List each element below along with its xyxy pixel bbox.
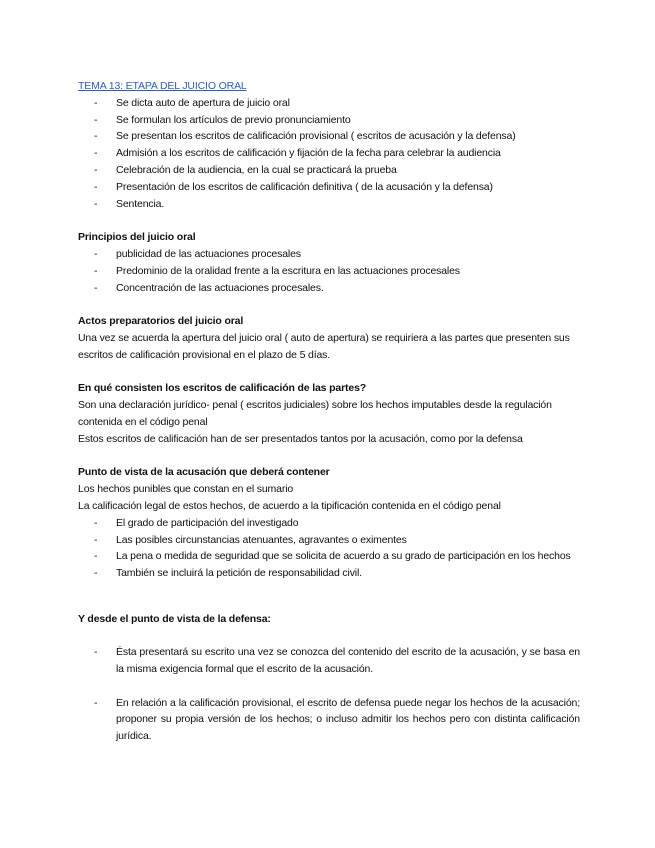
dash-bullet: -: [94, 550, 98, 563]
dash-bullet: -: [94, 197, 98, 210]
list-item: - Predominio de la oralidad frente a la escritura en las actuaciones procesales: [78, 263, 580, 280]
spacer: [78, 296, 580, 313]
principios-list: [78, 246, 580, 296]
escritos-paragraph-2: Estos escritos de calificación han de ser presentados tantos por la acusación, como por la defensa: [78, 432, 523, 445]
principios-heading: Principios del juicio oral: [78, 231, 196, 244]
dash-bullet: -: [94, 533, 98, 546]
document-page: [78, 78, 580, 745]
dash-bullet: -: [94, 281, 98, 294]
spacer: [78, 599, 580, 611]
dash-bullet: -: [94, 247, 98, 260]
list-item: - Presentación de los escritos de calificación definitiva ( de la acusación y la defensa): [78, 179, 580, 196]
list-item: - Concentración de las actuaciones procesales.: [78, 280, 580, 297]
document-title: TEMA 13: ETAPA DEL JUICIO ORAL: [78, 80, 247, 92]
acusacion-line-1: Los hechos punibles que constan en el sumario: [78, 483, 294, 496]
defensa-heading: Y desde el punto de vista de la defensa:: [78, 612, 271, 625]
list-item: - Ésta presentará su escrito una vez se conozca del contenido del escrito de la acusación, y se basa en la misma exigencia formal que el escrito de la acusación.: [94, 646, 580, 676]
dash-bullet: -: [94, 696, 98, 709]
acusacion-heading: Punto de vista de la acusación que deberá contener: [78, 466, 330, 479]
dash-bullet: -: [94, 113, 98, 126]
dash-bullet: -: [94, 180, 98, 193]
dash-bullet: -: [94, 163, 98, 176]
actos-paragraph: Una vez se acuerda la apertura del juicio oral ( auto de apertura) se requiriera a las partes que presenten sus escritos de calificación provisional en el plazo de 5 días.: [78, 331, 570, 361]
list-item: - publicidad de las actuaciones procesales: [78, 246, 580, 263]
dash-bullet: -: [94, 516, 98, 529]
list-item: - Se dicta auto de apertura de juicio oral: [78, 95, 580, 112]
spacer: [78, 448, 580, 465]
list-item: - Sentencia.: [78, 196, 580, 213]
spacer: [78, 678, 580, 695]
defensa-list-1: [78, 644, 580, 678]
dash-bullet: -: [94, 96, 98, 109]
acusacion-line-2: La calificación legal de estos hechos, de acuerdo a la tipificación contenida en el código penal: [78, 499, 501, 512]
intro-list: [78, 95, 580, 213]
list-item: - Se presentan los escritos de calificación provisional ( escritos de acusación y la defensa): [78, 128, 580, 145]
spacer: [78, 582, 580, 599]
list-item: - En relación a la calificación provisional, el escrito de defensa puede negar los hechos de la acusación; proponer su propia versión de los hechos; o incluso admitir los hechos pero con distinta calificación jurídica.: [94, 696, 580, 743]
spacer: [78, 212, 580, 229]
list-item: - Admisión a los escritos de calificación y fijación de la fecha para celebrar la audiencia: [78, 145, 580, 162]
defensa-list-2: [78, 695, 580, 745]
dash-bullet: -: [94, 567, 98, 580]
list-item: - El grado de participación del investigado: [78, 515, 580, 532]
list-item: - La pena o medida de seguridad que se solicita de acuerdo a su grado de participación en los hechos: [78, 548, 580, 565]
escritos-paragraph-1: Son una declaración jurídico- penal ( escritos judiciales) sobre los hechos imputables desde la regulación contenida en el código penal: [78, 399, 552, 428]
actos-heading: Actos preparatorios del juicio oral: [78, 315, 244, 328]
list-item: - Celebración de la audiencia, en la cual se practicará la prueba: [78, 162, 580, 179]
dash-bullet: -: [94, 147, 98, 160]
acusacion-list: [78, 515, 580, 582]
list-item: - Se formulan los artículos de previo pronunciamiento: [78, 112, 580, 129]
dash-bullet: -: [94, 646, 98, 659]
spacer: [78, 628, 580, 645]
list-item: - También se incluirá la petición de responsabilidad civil.: [78, 565, 580, 582]
spacer: [78, 364, 580, 381]
dash-bullet: -: [94, 130, 98, 143]
escritos-heading: En qué consisten los escritos de calificación de las partes?: [78, 382, 367, 395]
list-item: - Las posibles circunstancias atenuantes, agravantes o eximentes: [78, 532, 580, 549]
dash-bullet: -: [94, 264, 98, 277]
